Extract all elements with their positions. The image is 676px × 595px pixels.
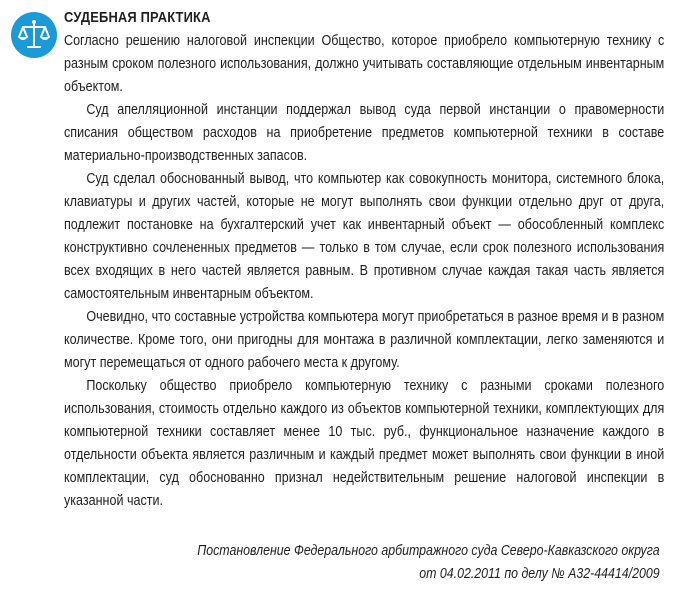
- citation-line-2: от 04.02.2011 по делу № А32-44414/2009: [419, 566, 660, 582]
- court-citation: [198, 540, 660, 586]
- section-title: СУДЕБНАЯ ПРАКТИКА: [64, 9, 211, 26]
- paragraph-3: Суд сделал обоснованный вывод, что компьютер как совокупность монитора, системного блока, клавиатуры и других частей, которые не могут выполнять свои функции отдельно друг от друга, подлежит постановке на бухгалтерский учет как инвентарный объект — обособленный комплекс конструктивно сочлененных предметов — только в том случае, если срок полезного использования всех входящих в него частей является равным. В противном случае каждая такая часть является самостоятельным инвентарным объектом.: [64, 171, 665, 302]
- paragraph-2: Суд апелляционной инстанции поддержал вывод суда первой инстанции о правомерности списания обществом расходов на приобретение предметов компьютерной техники в составе материально-производственных запасов.: [64, 102, 665, 164]
- scales-of-justice-icon: [11, 12, 57, 58]
- paragraph-5: Поскольку общество приобрело компьютерную технику с разными сроками полезного использования, стоимость отдельно каждого из объектов компьютерной техники, комплектующих для компьютерной техники составляет менее 10 тыс. руб., функциональное назначение каждого в отдельности объекта является различным и каждый предмет может выполнять свои функции в иной комплектации, суд обоснованно признал недействительным решение налоговой инспекции в указанной части.: [64, 378, 665, 509]
- article-body: [64, 6, 664, 513]
- paragraph-1: Согласно решению налоговой инспекции Общество, которое приобрело компьютерную технику с разным сроком полезного использования, должно учитывать составляющие отдельным инвентарным объектом.: [64, 33, 665, 95]
- citation-line-1: Постановление Федерального арбитражного суда Северо-Кавказского округа: [197, 543, 660, 559]
- paragraph-4: Очевидно, что составные устройства компьютера могут приобретаться в разное время и в разном количестве. Кроме того, они пригодны для монтажа в различной комплектации, легко заменяются и могут перемещаться от одного рабочего места к другому.: [64, 309, 665, 371]
